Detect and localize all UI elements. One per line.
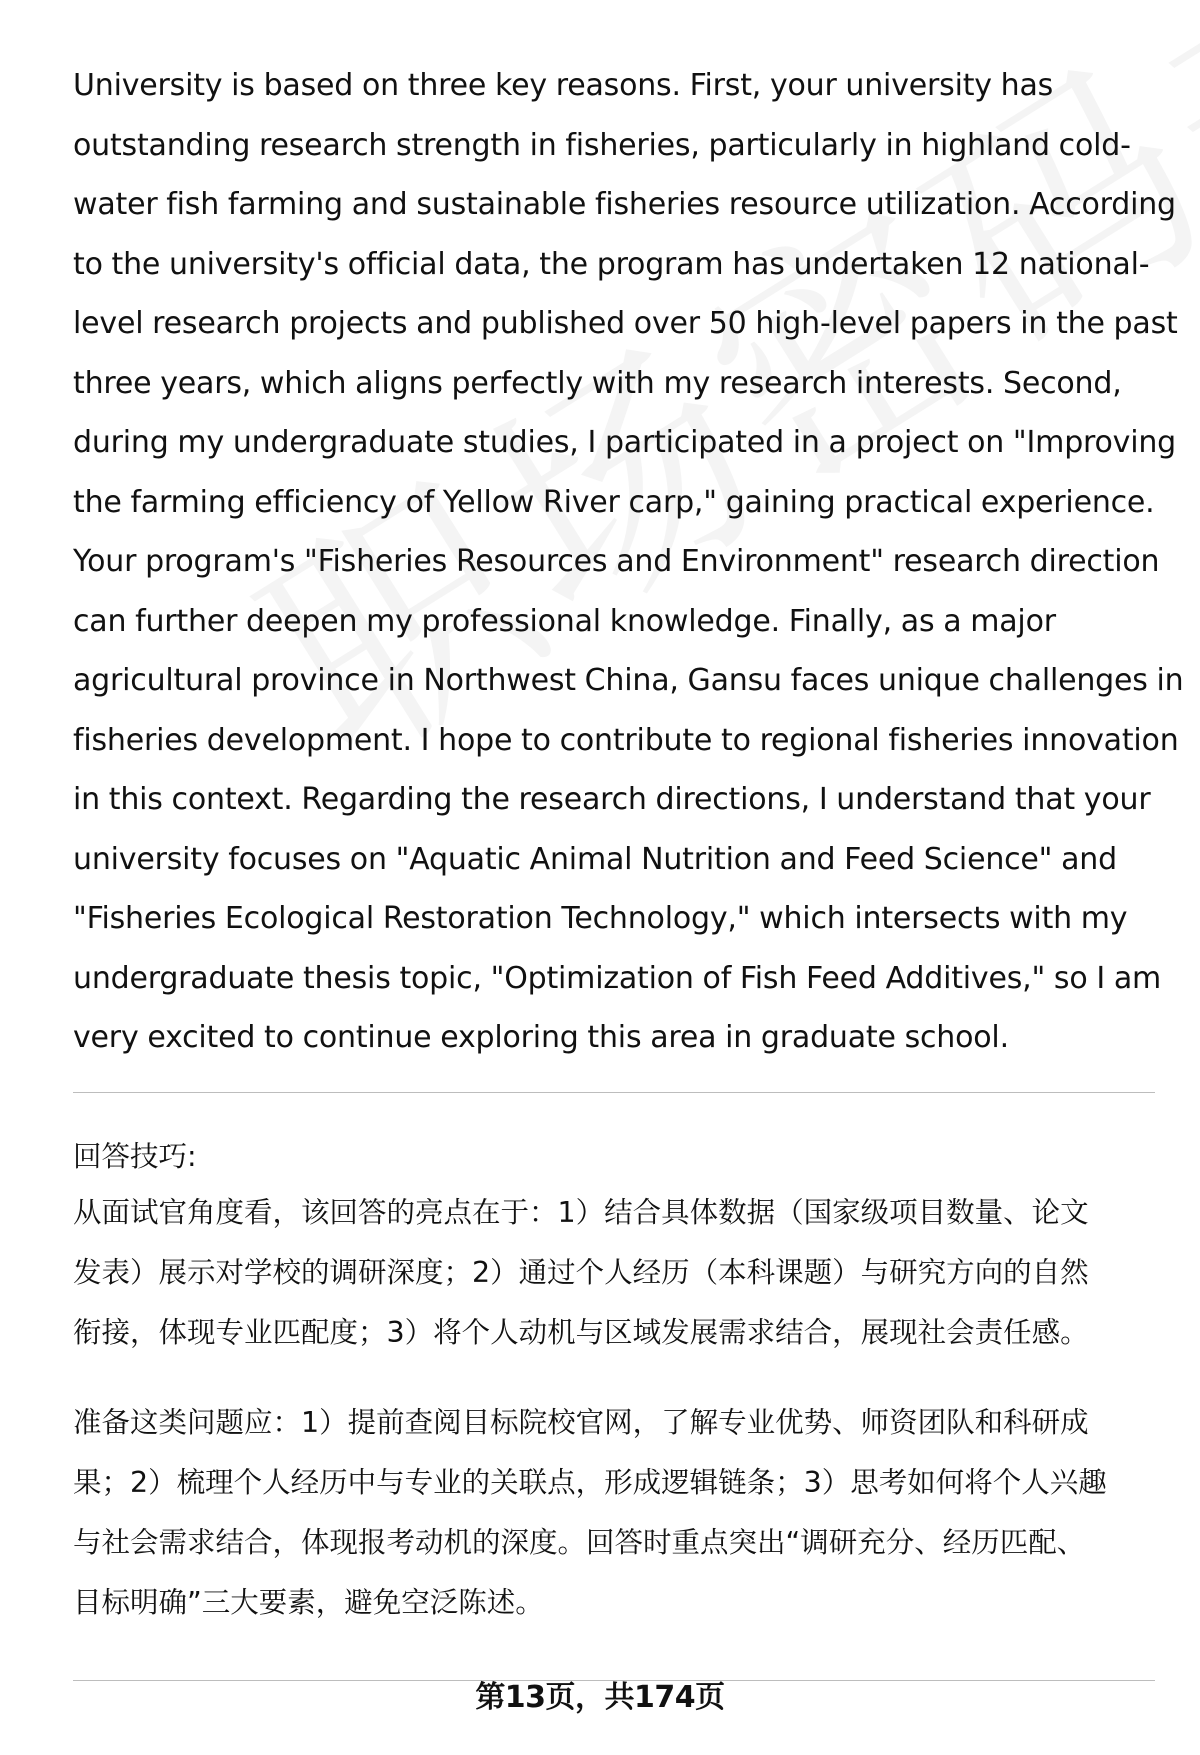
answer-line: can further deepen my professional knowledge. Finally, as a major bbox=[73, 603, 1056, 639]
answer-line: "Fisheries Ecological Restoration Technology," which intersects with my bbox=[73, 901, 1128, 936]
answer-line: three years, which aligns perfectly with my research interests. Second, bbox=[73, 365, 1122, 401]
tips-line: 准备这类问题应：1）提前查阅目标院校官网，了解专业优势、师资团队和科研成 bbox=[73, 1406, 1089, 1439]
answer-line: water fish farming and sustainable fisheries resource utilization. According bbox=[73, 187, 1176, 222]
section-divider bbox=[73, 1092, 1155, 1093]
tips-line: 目标明确”三大要素，避免空泛陈述。 bbox=[73, 1586, 544, 1619]
tips-paragraph-2 bbox=[73, 1393, 1163, 1633]
answer-line: the farming efficiency of Yellow River carp," gaining practical experience. bbox=[73, 484, 1155, 520]
answer-line: during my undergraduate studies, I participated in a project on "Improving bbox=[73, 425, 1177, 460]
answer-line: fisheries development. I hope to contribute to regional fisheries innovation bbox=[73, 722, 1179, 758]
tips-paragraph-1 bbox=[73, 1183, 1163, 1363]
answer-line: Your program's "Fisheries Resources and Environment" research direction bbox=[73, 544, 1160, 579]
answer-line: in this context. Regarding the research directions, I understand that your bbox=[73, 782, 1151, 817]
answer-line: to the university's official data, the program has undertaken 12 national- bbox=[73, 246, 1150, 282]
answer-line: very excited to continue exploring this area in graduate school. bbox=[73, 1020, 1009, 1055]
tips-line: 果；2）梳理个人经历中与专业的关联点，形成逻辑链条；3）思考如何将个人兴趣 bbox=[73, 1466, 1107, 1499]
tips-line: 与社会需求结合，体现报考动机的深度。回答时重点突出“调研充分、经历匹配、 bbox=[73, 1526, 1086, 1559]
tips-line: 发表）展示对学校的调研深度；2）通过个人经历（本科课题）与研究方向的自然 bbox=[73, 1256, 1089, 1289]
answer-line: university focuses on "Aquatic Animal Nutrition and Feed Science" and bbox=[73, 841, 1117, 877]
tips-line: 从面试官角度看，该回答的亮点在于：1）结合具体数据（国家级项目数量、论文 bbox=[73, 1196, 1089, 1229]
tips-heading: 回答技巧: bbox=[73, 1140, 197, 1173]
answer-line: outstanding research strength in fisheries, particularly in highland cold- bbox=[73, 127, 1131, 163]
answer-paragraph bbox=[73, 56, 1184, 1068]
page-number: 第13页，共174页 bbox=[475, 1680, 725, 1715]
answer-line: University is based on three key reasons. First, your university has bbox=[73, 68, 1054, 103]
tips-line: 衔接，体现专业匹配度；3）将个人动机与区域发展需求结合，展现社会责任感。 bbox=[73, 1316, 1089, 1349]
answer-line: undergraduate thesis topic, "Optimization of Fish Feed Additives," so I am bbox=[73, 960, 1162, 996]
answer-line: level research projects and published over 50 high-level papers in the past bbox=[73, 306, 1178, 341]
answer-line: agricultural province in Northwest China, Gansu faces unique challenges in bbox=[73, 663, 1184, 698]
